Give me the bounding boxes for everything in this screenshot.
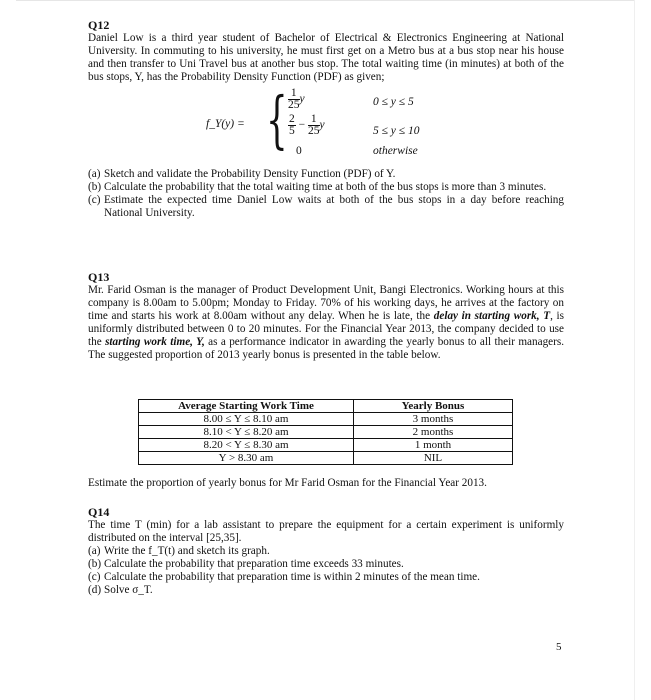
table-header: Yearly Bonus xyxy=(354,400,513,413)
q12-part-a: (a) Sketch and validate the Probability Density Function (PDF) of Y. xyxy=(88,168,396,180)
bonus-table xyxy=(138,399,513,465)
q12-part-b: (b) Calculate the probability that the total waiting time at both of the bus stops is more than 3 minutes. xyxy=(88,181,547,193)
table-row xyxy=(139,426,513,439)
table-row xyxy=(139,413,513,426)
pdf-case-1-condition: 0 ≤ y ≤ 5 xyxy=(373,96,414,108)
q12-part-c: (c) Estimate the expected time Daniel Low waits at both of the bus stops in a day before reaching National University. xyxy=(88,194,564,219)
q14-part-a: (a) Write the f_T(t) and sketch its graph. xyxy=(88,545,270,557)
pdf-brace: { xyxy=(266,83,288,156)
table-cell: Y > 8.30 am xyxy=(139,452,354,465)
pdf-lhs: f_Y(y) = xyxy=(206,118,245,130)
q13-title: Q13 xyxy=(88,270,110,284)
q14-intro: The time T (min) for a lab assistant to prepare the equipment for a certain experiment is uniformly distributed on the interval [25,35]. xyxy=(88,519,564,544)
page-top-border xyxy=(16,0,635,1)
table-cell: 3 months xyxy=(354,413,513,426)
pdf-case-2-condition: 5 ≤ y ≤ 10 xyxy=(373,125,420,137)
table-row xyxy=(139,452,513,465)
q13-closing: Estimate the proportion of yearly bonus for Mr Farid Osman for the Financial Year 2013. xyxy=(88,477,487,489)
delay-term: delay in starting work, T xyxy=(433,310,551,322)
pdf-formula xyxy=(88,83,564,160)
table-cell: 8.00 ≤ Y ≤ 8.10 am xyxy=(139,413,354,426)
starting-work-time-term: starting work time, Y, xyxy=(105,336,205,348)
q13-body: Mr. Farid Osman is the manager of Product Development Unit, Bangi Electronics. Working hours at this company is 8.00am to 5.00pm; Monday to Friday. 70% of his working days, he arrives at the factory on time and starts his work at 8.00am without any delay. When he is late, the delay in starting work, T, is uniformly distributed between 0 to 20 minutes. For the Financial Year 2013, the company decided to use the starting work time, Y, as a performance indicator in awarding the yearly bonus to all their managers. The suggested proportion of 2013 yearly bonus is presented in the table below. xyxy=(88,284,565,361)
pdf-case-1: $\frac{1}{25}$ y xyxy=(288,87,305,111)
table-header-row xyxy=(139,400,513,413)
table-cell: NIL xyxy=(354,452,513,465)
case1-fraction: $\frac{1}{25}$ xyxy=(288,87,300,111)
q14-part-b: (b) Calculate the probability that preparation time exceeds 33 minutes. xyxy=(88,558,404,570)
pdf-case-3-condition: otherwise xyxy=(373,145,418,157)
q12-subquestions xyxy=(88,168,564,220)
table-row xyxy=(139,439,513,452)
table-header: Average Starting Work Time xyxy=(139,400,354,413)
q14-part-d: (d) Solve σ_T. xyxy=(88,584,153,596)
q12-intro: Daniel Low is a third year student of Bachelor of Electrical & Electronics Engineering at National University. In commuting to his university, he must first get on a Metro bus at a bus stop near his house and then transfer to Uni Travel bus at another bus stop. The total waiting time (in minutes) at both of the bus stops, Y, has the Probability Density Function (PDF) as given; xyxy=(88,32,564,83)
pdf-case-2: $\frac{2}{5}$ − $\frac{1}{25}$ y xyxy=(289,113,325,137)
question-12 xyxy=(88,18,564,84)
q14-title: Q14 xyxy=(88,505,110,519)
case2-fraction-a: $\frac{2}{5}$ xyxy=(289,113,295,137)
case2-fraction-b: $\frac{1}{25}$ xyxy=(308,113,320,137)
table-cell: 1 month xyxy=(354,439,513,452)
table-cell: 8.10 < Y ≤ 8.20 am xyxy=(139,426,354,439)
q14-part-c: (c) Calculate the probability that preparation time is within 2 minutes of the mean time. xyxy=(88,571,480,583)
question-13 xyxy=(88,270,564,362)
question-14 xyxy=(88,505,564,597)
page-number: 5 xyxy=(556,641,562,653)
page-right-border xyxy=(634,0,635,700)
pdf-case-3: 0 xyxy=(296,145,302,157)
table-cell: 8.20 < Y ≤ 8.30 am xyxy=(139,439,354,452)
q12-title: Q12 xyxy=(88,18,110,32)
table-cell: 2 months xyxy=(354,426,513,439)
